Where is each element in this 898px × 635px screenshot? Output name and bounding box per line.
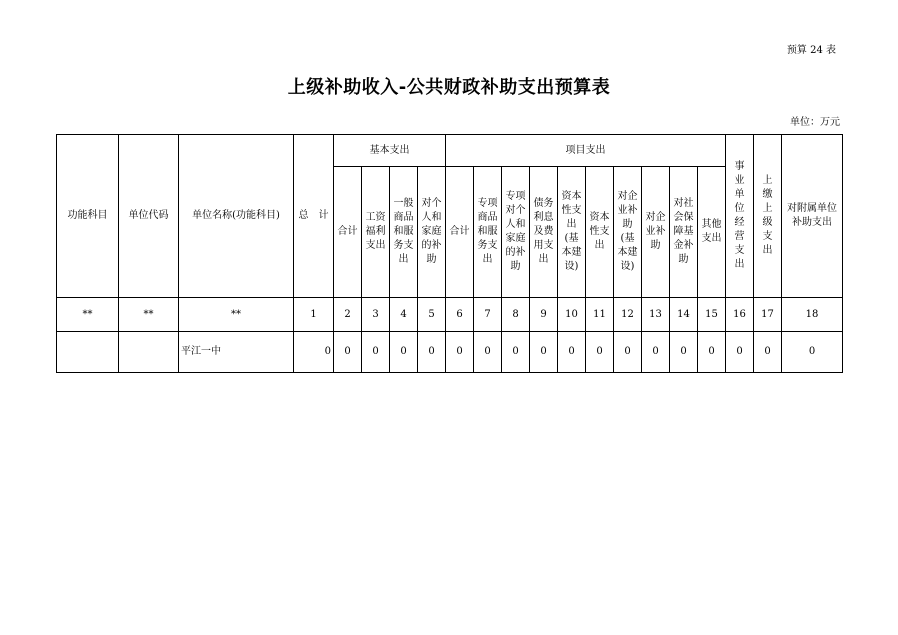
index-cell: 1	[294, 298, 334, 332]
data-cell: 0	[474, 332, 502, 373]
index-cell: 12	[614, 298, 642, 332]
index-cell: 13	[642, 298, 670, 332]
header-proj-total: 合计	[446, 167, 474, 298]
header-basic-total: 合计	[334, 167, 362, 298]
header-proj-social: 对社会保障基金补助	[670, 167, 698, 298]
header-basic-wages: 工资福利支出	[362, 167, 390, 298]
header-proj-enterprise-build: 对企业补助(基本建设)	[614, 167, 642, 298]
index-cell: 4	[390, 298, 418, 332]
form-number: 预算 24 表	[786, 45, 836, 56]
header-func-subject: 功能科目	[57, 135, 119, 298]
index-cell: 15	[698, 298, 726, 332]
index-cell: 5	[418, 298, 446, 332]
header-row-1	[57, 135, 843, 167]
data-cell: 0	[754, 332, 782, 373]
header-proj-goods: 专项商品和服务支出	[474, 167, 502, 298]
index-cell: 2	[334, 298, 362, 332]
table-row	[57, 332, 843, 373]
header-basic-personal: 对个人和家庭的补助	[418, 167, 446, 298]
header-upper-pay: 上缴上级支出	[754, 135, 782, 298]
header-total: 总 计	[294, 135, 334, 298]
data-cell: 0	[446, 332, 474, 373]
index-cell: **	[179, 298, 294, 332]
index-cell: 17	[754, 298, 782, 332]
data-cell: 0	[642, 332, 670, 373]
index-cell: 7	[474, 298, 502, 332]
index-cell: 9	[530, 298, 558, 332]
header-unit-code: 单位代码	[119, 135, 179, 298]
index-cell: 8	[502, 298, 530, 332]
budget-table	[56, 134, 843, 373]
page-title: 上级补助收入-公共财政补助支出预算表	[287, 77, 611, 98]
data-cell: 0	[558, 332, 586, 373]
index-cell: 10	[558, 298, 586, 332]
header-proj-personal: 专项对个人和家庭的补助	[502, 167, 530, 298]
data-cell: 0	[782, 332, 843, 373]
header-biz-op: 事业单位经营支出	[726, 135, 754, 298]
header-proj-enterprise: 对企业补助	[642, 167, 670, 298]
index-row	[57, 298, 843, 332]
header-proj-debt: 债务利息及费用支出	[530, 167, 558, 298]
header-basic-group: 基本支出	[334, 135, 446, 167]
index-cell: 16	[726, 298, 754, 332]
index-cell: **	[57, 298, 119, 332]
data-cell: 0	[530, 332, 558, 373]
header-proj-capital-build: 资本性支出(基本建设)	[558, 167, 586, 298]
data-cell: 0	[334, 332, 362, 373]
data-cell: 0	[614, 332, 642, 373]
data-cell: 0	[670, 332, 698, 373]
data-cell: 0	[390, 332, 418, 373]
data-cell: 0	[586, 332, 614, 373]
header-proj-capital: 资本性支出	[586, 167, 614, 298]
index-cell: 11	[586, 298, 614, 332]
data-cell: 0	[362, 332, 390, 373]
index-cell: 14	[670, 298, 698, 332]
index-cell: 6	[446, 298, 474, 332]
unit-label: 单位：万元	[790, 117, 840, 128]
data-cell: 0	[418, 332, 446, 373]
data-cell: 0	[726, 332, 754, 373]
index-cell: 3	[362, 298, 390, 332]
data-cell: 0	[698, 332, 726, 373]
header-proj-other: 其他支出	[698, 167, 726, 298]
unit-name-cell: 平江一中	[179, 332, 294, 373]
header-basic-goods: 一般商品和服务支出	[390, 167, 418, 298]
header-project-group: 项目支出	[446, 135, 726, 167]
header-affiliate: 对附属单位补助支出	[782, 135, 843, 298]
index-cell: **	[119, 298, 179, 332]
data-cell	[119, 332, 179, 373]
header-unit-name: 单位名称(功能科目)	[179, 135, 294, 298]
data-cell: 0	[502, 332, 530, 373]
data-cell	[57, 332, 119, 373]
total-cell: 0	[294, 332, 334, 373]
index-cell: 18	[782, 298, 843, 332]
